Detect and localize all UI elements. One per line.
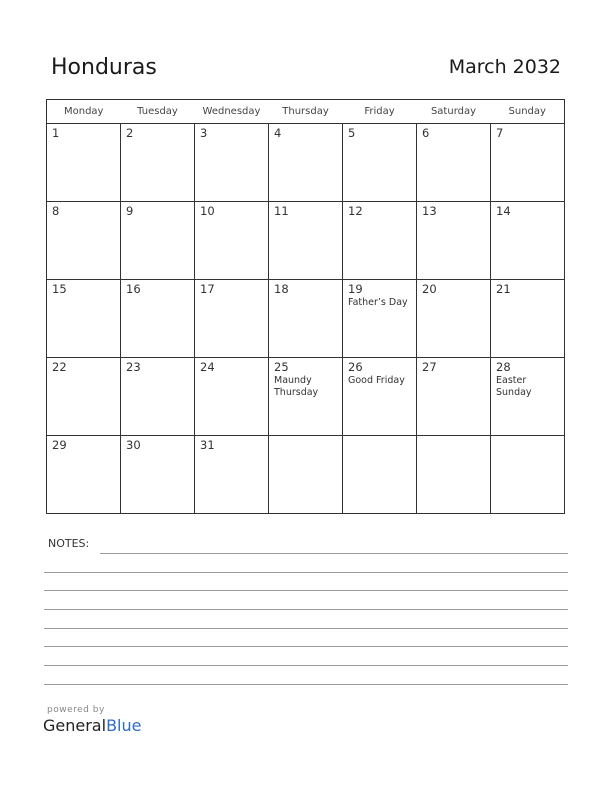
calendar-grid xyxy=(46,99,565,514)
notes-line xyxy=(44,628,568,629)
day-number: 2 xyxy=(126,126,134,140)
day-cell xyxy=(343,358,417,436)
week-row xyxy=(47,124,565,202)
day-number: 30 xyxy=(126,438,141,452)
day-number: 18 xyxy=(274,282,289,296)
day-number: 16 xyxy=(126,282,141,296)
month-year-title: March 2032 xyxy=(448,56,561,78)
day-cell xyxy=(269,280,343,358)
notes-line xyxy=(44,684,568,685)
day-number: 6 xyxy=(422,126,430,140)
day-number: 28 xyxy=(496,360,511,374)
notes-line xyxy=(100,553,568,554)
weekday-header: Wednesday xyxy=(195,100,269,124)
day-number: 23 xyxy=(126,360,141,374)
day-number: 20 xyxy=(422,282,437,296)
logo-text-general: General xyxy=(43,716,107,735)
generalblue-logo xyxy=(43,716,141,735)
holiday-label: Maundy Thursday xyxy=(274,375,319,398)
day-number: 8 xyxy=(52,204,60,218)
day-cell xyxy=(195,436,269,514)
day-number: 29 xyxy=(52,438,67,452)
day-cell xyxy=(417,358,491,436)
notes-line xyxy=(44,572,568,573)
day-number: 13 xyxy=(422,204,437,218)
day-number: 25 xyxy=(274,360,289,374)
week-row xyxy=(47,280,565,358)
notes-line xyxy=(44,665,568,666)
day-number: 24 xyxy=(200,360,215,374)
day-number: 7 xyxy=(496,126,504,140)
day-number: 9 xyxy=(126,204,134,218)
holiday-label: Father’s Day xyxy=(348,297,408,308)
day-cell xyxy=(195,202,269,280)
country-title: Honduras xyxy=(51,55,157,80)
day-cell xyxy=(491,436,565,514)
day-cell xyxy=(47,124,121,202)
day-number: 26 xyxy=(348,360,363,374)
week-row xyxy=(47,358,565,436)
day-number: 1 xyxy=(52,126,60,140)
day-number: 3 xyxy=(200,126,208,140)
day-cell xyxy=(47,280,121,358)
notes-label: NOTES: xyxy=(48,537,90,550)
day-cell xyxy=(195,358,269,436)
day-number: 5 xyxy=(348,126,356,140)
weekday-header: Thursday xyxy=(269,100,343,124)
day-cell xyxy=(269,124,343,202)
day-cell xyxy=(195,280,269,358)
day-number: 14 xyxy=(496,204,511,218)
day-number: 11 xyxy=(274,204,289,218)
day-cell xyxy=(121,436,195,514)
week-row xyxy=(47,202,565,280)
day-cell xyxy=(417,436,491,514)
day-number: 21 xyxy=(496,282,511,296)
day-number: 27 xyxy=(422,360,437,374)
day-cell xyxy=(491,358,565,436)
day-number: 22 xyxy=(52,360,67,374)
day-number: 12 xyxy=(348,204,363,218)
day-cell xyxy=(269,202,343,280)
weekday-header: Saturday xyxy=(417,100,491,124)
day-cell xyxy=(417,202,491,280)
day-cell xyxy=(269,358,343,436)
day-cell xyxy=(343,124,417,202)
day-cell xyxy=(491,124,565,202)
holiday-label: Easter Sunday xyxy=(496,375,532,398)
notes-line xyxy=(44,646,568,647)
day-cell xyxy=(269,436,343,514)
day-cell xyxy=(417,280,491,358)
weekday-header: Sunday xyxy=(491,100,565,124)
day-cell xyxy=(47,358,121,436)
weekday-header: Monday xyxy=(47,100,121,124)
day-number: 4 xyxy=(274,126,282,140)
day-cell xyxy=(491,202,565,280)
notes-line xyxy=(44,590,568,591)
day-number: 19 xyxy=(348,282,363,296)
holiday-label: Good Friday xyxy=(348,375,405,386)
weekday-header: Friday xyxy=(343,100,417,124)
day-cell xyxy=(195,124,269,202)
day-cell xyxy=(343,202,417,280)
day-number: 10 xyxy=(200,204,215,218)
day-cell xyxy=(491,280,565,358)
weekday-header: Tuesday xyxy=(121,100,195,124)
logo-text-blue: Blue xyxy=(106,716,142,735)
day-cell xyxy=(121,280,195,358)
day-cell xyxy=(121,202,195,280)
day-cell xyxy=(417,124,491,202)
day-cell xyxy=(121,358,195,436)
weekday-header-row xyxy=(47,100,565,124)
day-cell xyxy=(343,280,417,358)
day-cell xyxy=(47,202,121,280)
day-number: 17 xyxy=(200,282,215,296)
day-number: 31 xyxy=(200,438,215,452)
day-cell xyxy=(47,436,121,514)
day-cell xyxy=(343,436,417,514)
day-number: 15 xyxy=(52,282,67,296)
week-row xyxy=(47,436,565,514)
powered-by-text: powered by xyxy=(47,705,105,715)
notes-line xyxy=(44,609,568,610)
day-cell xyxy=(121,124,195,202)
